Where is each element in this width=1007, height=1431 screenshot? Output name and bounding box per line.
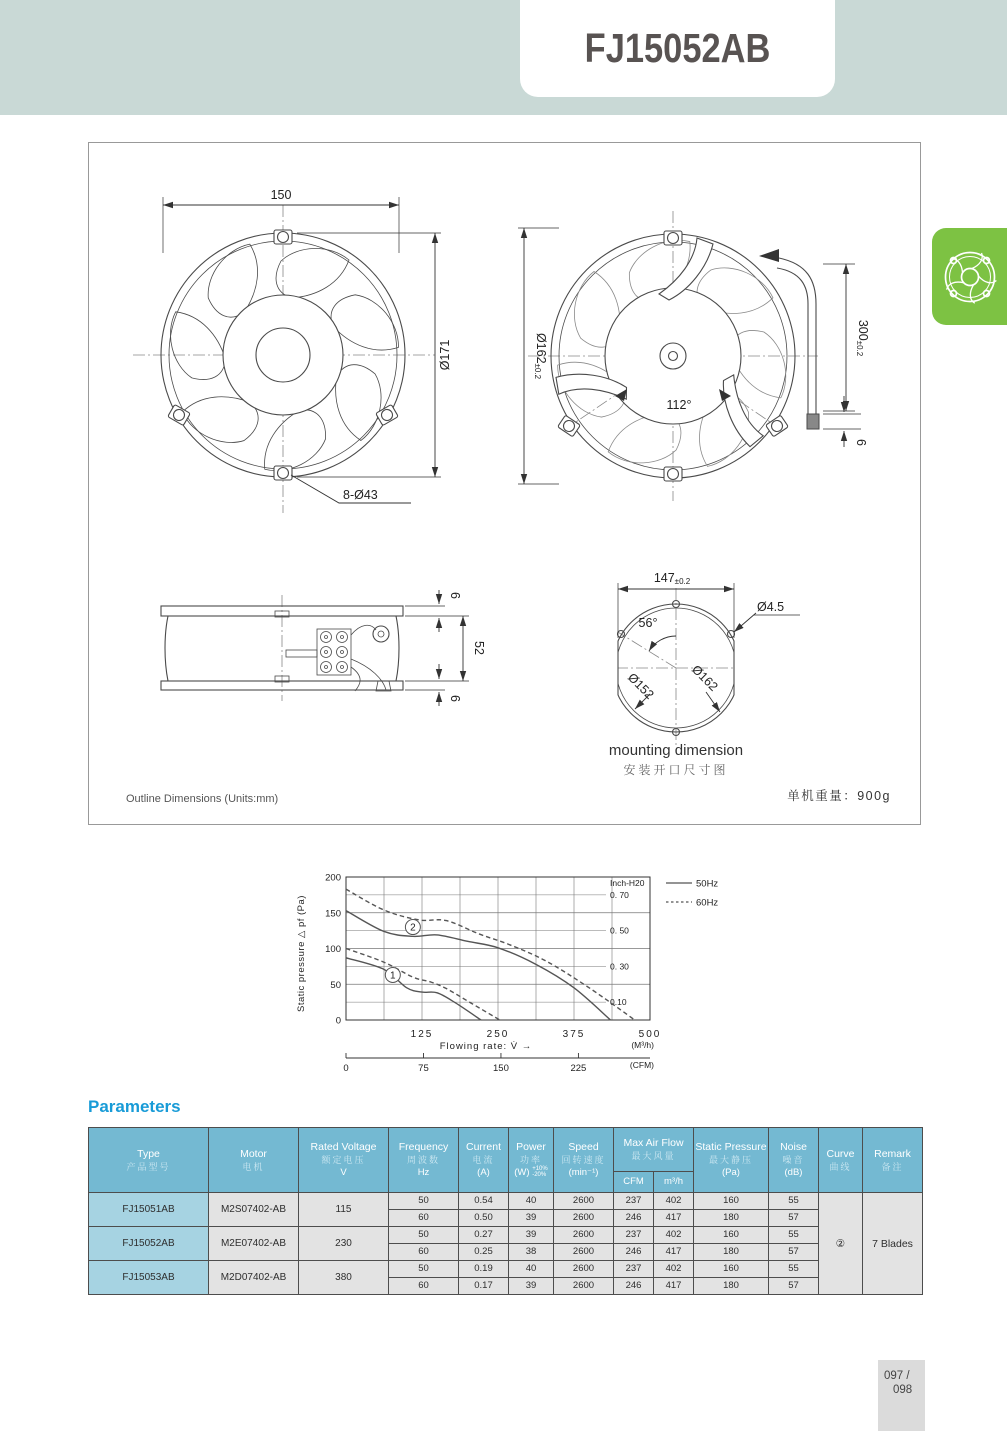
fan-icon <box>941 248 999 306</box>
cell-current: 0.27 <box>459 1227 509 1244</box>
cell-motor: M2S07402-AB <box>209 1193 299 1227</box>
cfm-tick-label: 75 <box>418 1063 429 1074</box>
inch-tick-label: 0. 30 <box>610 961 629 972</box>
mounting-dim-hole: Ø4.5 <box>757 600 785 614</box>
outline-drawing-panel <box>88 142 921 825</box>
rear-dim-wire-end: 6 <box>854 439 868 446</box>
cell-type: FJ15052AB <box>89 1227 209 1261</box>
col-voltage: Rated Voltage 额定电压 V <box>299 1128 389 1193</box>
table-header-row <box>89 1128 923 1193</box>
cell-freq: 50 <box>389 1193 459 1210</box>
cell-voltage: 230 <box>299 1227 389 1261</box>
cell-voltage: 115 <box>299 1193 389 1227</box>
cell-power: 39 <box>509 1227 554 1244</box>
cell-power: 39 <box>509 1210 554 1227</box>
cell-cfm: 237 <box>614 1261 654 1278</box>
series-curve1-50Hz <box>346 958 481 1020</box>
col-max-air-flow: Max Air Flow 最大风量 CFM m³/h <box>614 1128 694 1193</box>
cell-speed: 2600 <box>554 1227 614 1244</box>
parameters-heading: Parameters <box>88 1097 181 1116</box>
cell-sp: 160 <box>694 1261 769 1278</box>
cell-voltage: 380 <box>299 1261 389 1295</box>
cell-current: 0.54 <box>459 1193 509 1210</box>
cell-noise: 55 <box>769 1227 819 1244</box>
x-tick-label: 125 <box>410 1029 434 1040</box>
cell-motor: M2E07402-AB <box>209 1227 299 1261</box>
rear-dim-angle: 112° <box>666 398 692 412</box>
inch-tick-label: 0.10 <box>610 997 627 1008</box>
front-dim-width: 150 <box>270 188 292 202</box>
side-dim-height: 52 <box>472 641 486 655</box>
x-tick-label: 375 <box>562 1029 586 1040</box>
front-dim-holes: 8-Ø43 <box>343 488 378 502</box>
inch-tick-label: 0. 50 <box>610 925 629 936</box>
cfm-tick-label: 225 <box>570 1063 587 1074</box>
x-unit-secondary: (CFM) <box>629 1060 654 1070</box>
col-static-pressure: Static Pressure 最大静压 (Pa) <box>694 1128 769 1193</box>
cell-m3h: 402 <box>654 1227 694 1244</box>
col-current: Current 电流 (A) <box>459 1128 509 1193</box>
cell-cfm: 246 <box>614 1278 654 1295</box>
table-row <box>89 1227 923 1244</box>
side-dim-top: 6 <box>448 592 462 599</box>
page-number <box>878 1360 925 1431</box>
cell-type: FJ15051AB <box>89 1193 209 1227</box>
y-tick-label: 200 <box>325 872 341 884</box>
col-frequency: Frequency 周波数 Hz <box>389 1128 459 1193</box>
cell-curve: ② <box>819 1193 863 1295</box>
weight-note: 单机重量：900g <box>787 789 891 803</box>
x-unit-primary: (M³/h) <box>631 1040 654 1050</box>
cell-speed: 2600 <box>554 1261 614 1278</box>
col-noise: Noise 噪音 (dB) <box>769 1128 819 1193</box>
cell-speed: 2600 <box>554 1193 614 1210</box>
outline-note: Outline Dimensions (Units:mm) <box>126 793 279 805</box>
page-title: FJ15052AB <box>584 25 771 71</box>
cell-power: 40 <box>509 1261 554 1278</box>
table-row <box>89 1193 923 1210</box>
col-type: Type 产品型号 <box>89 1128 209 1193</box>
cell-sp: 180 <box>694 1244 769 1261</box>
cell-current: 0.50 <box>459 1210 509 1227</box>
col-power: Power 功率 (W) +10% -20% <box>509 1128 554 1193</box>
mounting-dim-outer: Ø162 <box>689 662 721 694</box>
cell-remark: 7 Blades <box>863 1193 923 1295</box>
y-tick-label: 50 <box>330 979 341 991</box>
series-tab <box>932 228 1007 325</box>
performance-chart <box>288 862 758 1082</box>
rear-dim-diameter: Ø162±0.2 <box>533 332 548 380</box>
cell-sp: 180 <box>694 1278 769 1295</box>
y-tick-label: 100 <box>325 944 341 955</box>
col-cfm: CFM <box>623 1176 644 1187</box>
cell-speed: 2600 <box>554 1244 614 1261</box>
cfm-tick-label: 0 <box>343 1063 349 1074</box>
cell-m3h: 417 <box>654 1278 694 1295</box>
mounting-view <box>596 571 801 777</box>
right-axis-label: Inch-H20 <box>610 878 645 888</box>
page-number-line2: 098 <box>893 1384 913 1396</box>
col-speed: Speed 回转速度 (min⁻¹) <box>554 1128 614 1193</box>
cell-type: FJ15053AB <box>89 1261 209 1295</box>
cell-current: 0.25 <box>459 1244 509 1261</box>
cell-power: 40 <box>509 1193 554 1210</box>
cell-noise: 57 <box>769 1278 819 1295</box>
table-row <box>89 1261 923 1278</box>
cell-sp: 160 <box>694 1227 769 1244</box>
cell-m3h: 417 <box>654 1210 694 1227</box>
cell-noise: 55 <box>769 1193 819 1210</box>
page-number-line1: 097 / <box>884 1370 910 1382</box>
inch-tick-label: 0. 70 <box>610 889 629 900</box>
series-curve2-50Hz <box>346 911 610 1020</box>
y-axis-label: Static pressure △ pf (Pa) <box>296 895 307 1012</box>
y-tick-label: 150 <box>325 908 341 920</box>
cell-sp: 180 <box>694 1210 769 1227</box>
cell-current: 0.19 <box>459 1261 509 1278</box>
rear-view <box>518 211 870 501</box>
header-band <box>0 0 1007 115</box>
cell-motor: M2D07402-AB <box>209 1261 299 1295</box>
side-dim-bottom: 6 <box>448 695 462 702</box>
cell-cfm: 237 <box>614 1193 654 1210</box>
curve-label-text: 1 <box>390 970 396 982</box>
cell-noise: 55 <box>769 1261 819 1278</box>
rear-dim-wire-length: 300±0.2 <box>855 319 870 357</box>
mounting-caption-zh: 安装开口尺寸图 <box>623 763 729 777</box>
cell-noise: 57 <box>769 1210 819 1227</box>
cell-m3h: 402 <box>654 1193 694 1210</box>
cell-noise: 57 <box>769 1244 819 1261</box>
series-curve2-60Hz <box>346 889 635 1020</box>
cell-cfm: 246 <box>614 1244 654 1261</box>
mounting-dim-inner: Ø152 <box>625 670 657 702</box>
cell-m3h: 402 <box>654 1261 694 1278</box>
mounting-dim-width: 147±0.2 <box>653 571 691 586</box>
cell-freq: 50 <box>389 1227 459 1244</box>
curve-label-text: 2 <box>410 922 416 934</box>
legend-label: 50Hz <box>696 878 719 890</box>
parameters-table <box>88 1127 923 1295</box>
cell-freq: 50 <box>389 1261 459 1278</box>
cell-speed: 2600 <box>554 1210 614 1227</box>
cell-sp: 160 <box>694 1193 769 1210</box>
x-axis-label: Flowing rate: V̇ → <box>439 1041 533 1052</box>
cell-freq: 60 <box>389 1278 459 1295</box>
performance-chart-panel <box>288 862 758 1082</box>
front-dim-diameter: Ø171 <box>438 339 452 371</box>
cell-current: 0.17 <box>459 1278 509 1295</box>
cell-cfm: 246 <box>614 1210 654 1227</box>
cell-cfm: 237 <box>614 1227 654 1244</box>
cfm-tick-label: 150 <box>493 1063 509 1074</box>
col-remark: Remark 备注 <box>863 1128 923 1193</box>
mounting-caption-en: mounting dimension <box>608 742 744 759</box>
y-tick-label: 0 <box>335 1015 341 1027</box>
cell-m3h: 417 <box>654 1244 694 1261</box>
col-motor: Motor 电机 <box>209 1128 299 1193</box>
cell-freq: 60 <box>389 1244 459 1261</box>
col-m3h: m³/h <box>653 1172 693 1192</box>
title-box <box>520 0 835 97</box>
cell-power: 39 <box>509 1278 554 1295</box>
cell-speed: 2600 <box>554 1278 614 1295</box>
x-tick-label: 250 <box>486 1029 510 1040</box>
mounting-dim-angle: 56° <box>638 616 658 630</box>
front-view <box>133 188 452 513</box>
legend-label: 60Hz <box>696 897 719 909</box>
x-tick-label: 500 <box>638 1029 662 1040</box>
side-view <box>161 590 486 706</box>
cell-power: 38 <box>509 1244 554 1261</box>
col-curve: Curve 曲线 <box>819 1128 863 1193</box>
cell-freq: 60 <box>389 1210 459 1227</box>
outline-drawing <box>89 143 919 823</box>
